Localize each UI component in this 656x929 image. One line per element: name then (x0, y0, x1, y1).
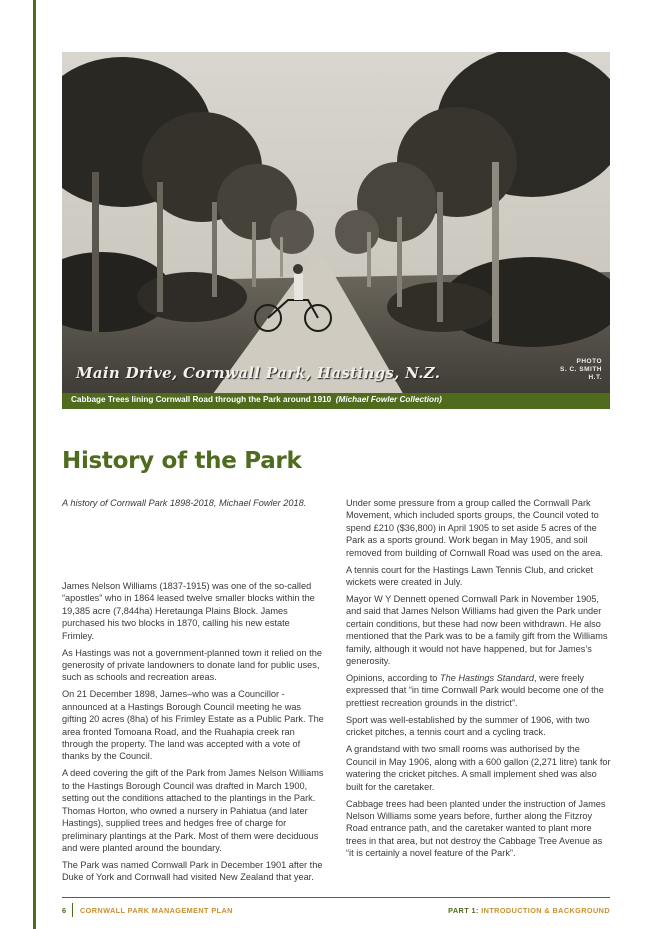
historic-photo (62, 52, 610, 409)
paragraph: James Nelson Williams (1837-1915) was one of the so-called “apostles” who in 1864 leased twelve smaller blocks within the 19,385 acre (7,844ha) Heretaunga Plains Block. James purchased his two blocks in 1870, calling his new estate Frimley. (62, 581, 315, 641)
footer-document-title: CORNWALL PARK MANAGEMENT PLAN (80, 906, 233, 915)
paragraph: Mayor W Y Dennett opened Cornwall Park in November 1905, and said that James Nelson Williams had given the Park under certain conditions, but these had now been withdrawn. He also mentioned that the Park was to be a family gift from the Williams family, although it would not have happened, but for James’s generosity. (346, 594, 608, 667)
left-margin-rule (33, 0, 36, 929)
paragraph: A deed covering the gift of the Park from James Nelson Williams to the Hastings Borough Council was drafted in March 1900, setting out the conditions attached to the plantings in the Park. Thomas Horton, who owned a nursery in Pahiatua (and later Hastings), supplied trees and hedges free of charge for preliminary plantings at the Park. Most of them were deciduous and were planted around the boundary. (62, 768, 324, 853)
cabbage-tree-avenue-image (62, 52, 610, 409)
page-title: History of the Park (62, 448, 302, 474)
left-column (62, 497, 324, 888)
paragraph: Under some pressure from a group called the Cornwall Park Movement, which included sports groups, the Council voted to spend £210 ($36,800) in April 1905 to set aside 5 acres of the Park as a sports ground. Work began in May 1905, and soil removed from building of Cornwall Road was used on the area. (346, 498, 603, 558)
newspaper-title: The Hastings Standard (439, 673, 534, 684)
photo-title: Main Drive, Cornwall Park, Hastings, N.Z. (76, 364, 441, 382)
paragraph: A grandstand with two small rooms was authorised by the Council in May 1906, along with a 600 gallon (2,271 litre) tank for watering the cricket pitches. A small implement shed was also built for the caretaker. (346, 744, 611, 792)
intro-citation: A history of Cornwall Park 1898-2018, Michael Fowler 2018. (62, 498, 307, 508)
footer-section-title: PART 1: INTRODUCTION & BACKGROUND (448, 906, 610, 915)
paragraph: The Park was named Cornwall Park in December 1901 after the Duke of York and Cornwall had visited New Zealand that year. (62, 859, 323, 883)
paragraph: On 21 December 1898, James–who was a Councillor - announced at a Hastings Borough Council meeting he was gifting 20 acres (8ha) of his Frimley Estate as a Public Park. The area fronted Tomoana Road, and the Ruahapia creek ran through the property. The land was accepted with a vote of thanks by the Council. (62, 689, 324, 762)
page-number: 6 (62, 906, 67, 915)
paragraph: Cabbage trees had been planted under the instruction of James Nelson Williams some years before, further along the Fitzroy Road entrance path, and the caretaker wanted to plant more trees in that area, but not destroy the Cabbage Tree Avenue as “it is certainly a novel feature of the Park”. (346, 798, 606, 859)
paragraph: A tennis court for the Hastings Lawn Tennis Club, and cricket wickets were created in July. (346, 564, 594, 588)
photo-caption-bar (62, 393, 610, 409)
paragraph: Sport was well-established by the summer of 1906, with two cricket pitches, a tennis court and a cycling track. (346, 714, 590, 738)
paragraph: As Hastings was not a government-planned town it relied on the generosity of private landowners to donate land for public uses, such as schools and recreation areas. (62, 647, 322, 683)
photo-caption: Cabbage Trees lining Cornwall Road through the Park around 1910 (Michael Fowler Collection) (71, 395, 442, 404)
right-column (346, 497, 612, 864)
photo-credit: PHOTO S. C. SMITH H.T. (560, 358, 602, 381)
footer-rule (62, 897, 610, 898)
photo-caption-source: (Michael Fowler Collection) (335, 395, 442, 404)
paragraph-opinions: Opinions, according to The Hastings Standard, were freely expressed that “in time Cornwall Park would become one of the prettiest recreation grounds in the district”. (346, 673, 604, 708)
footer-separator (72, 903, 73, 917)
